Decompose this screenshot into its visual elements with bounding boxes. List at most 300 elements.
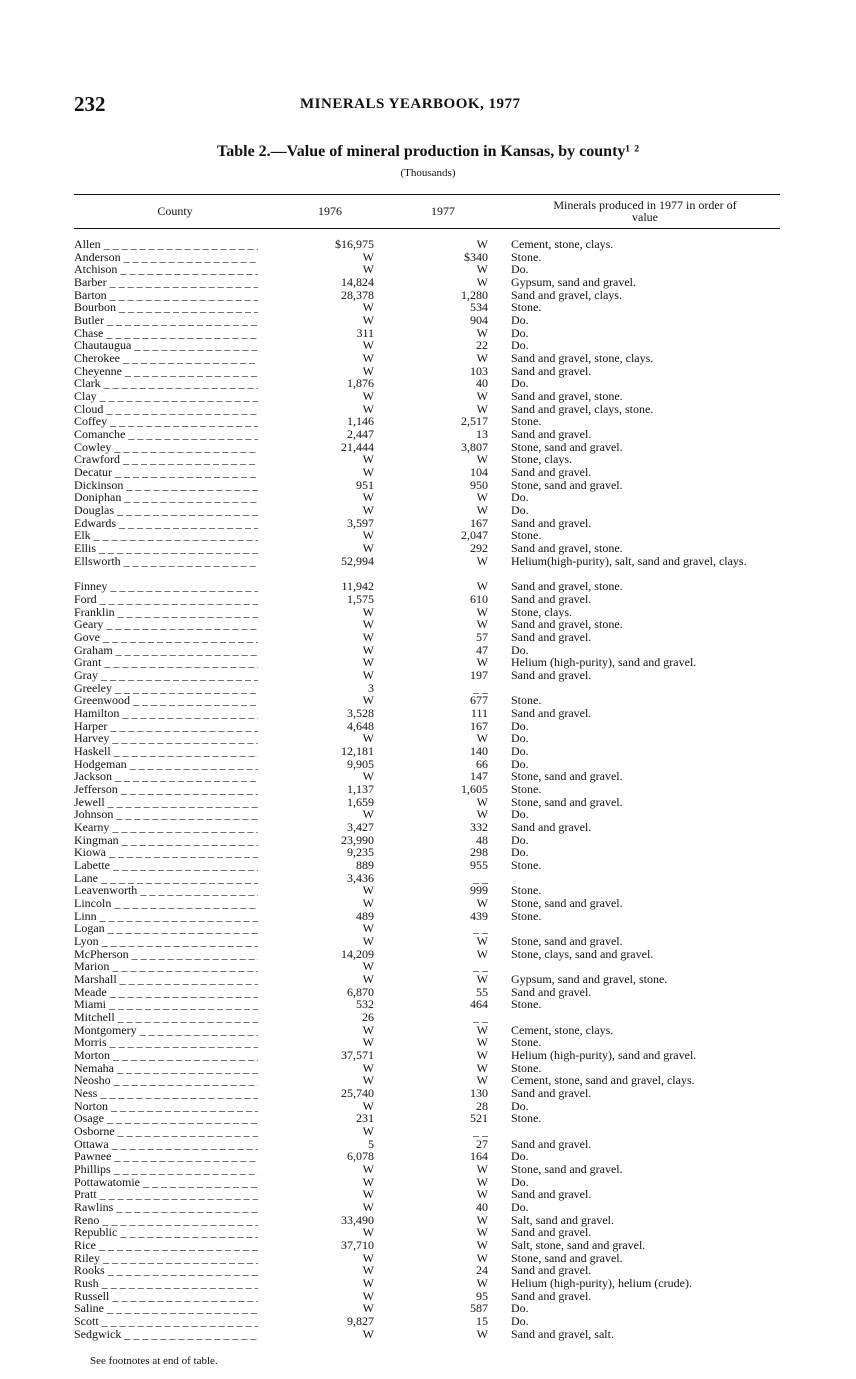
county-cell: Riley _ _ _ [74,1252,258,1265]
value-1977-cell: 111 [470,705,488,720]
value-1977-cell: 167 [470,718,488,733]
table-row [74,1100,794,1113]
value-1977-cell: W [476,452,488,467]
value-1977-cell: 677 [470,693,488,708]
county-cell: Nemaha _ _ _ [74,1062,258,1075]
value-1977-cell: 2,047 [461,528,488,543]
table-row [74,466,794,479]
value-1977-cell: 2,517 [461,414,488,429]
value-1977-cell: 950 [470,477,488,492]
value-1977-cell: W [476,351,488,366]
value-1976-cell: 9,235 [347,845,374,860]
table-row [74,935,794,948]
value-1976-cell: W [362,262,374,277]
table-row [74,263,794,276]
county-cell: Cheyenne _ _ _ [74,365,258,378]
county-cell: Barber _ _ _ [74,276,258,289]
value-1977-cell: 28 [476,1098,488,1113]
table-row [74,948,794,961]
minerals-cell: Do. [511,807,529,822]
value-1976-cell: W [362,1098,374,1113]
table-row [74,821,794,834]
county-cell: Cowley _ _ _ [74,441,258,454]
county-cell: Rawlins _ _ _ [74,1201,258,1214]
value-1977-cell: 1,280 [461,287,488,302]
value-1976-cell: 532 [356,997,374,1012]
minerals-cell: Do. [511,832,529,847]
table-row [74,1011,794,1024]
minerals-cell: Cement, stone, clays. [511,1022,614,1037]
value-1976-cell: 14,209 [341,946,374,961]
county-cell: Clark _ _ _ [74,377,258,390]
value-1976-cell: 1,876 [347,376,374,391]
value-1977-cell: W [476,237,488,251]
county-cell: Kingman _ _ _ [74,834,258,847]
table-row [74,1239,794,1252]
minerals-cell: Sand and gravel, stone. [511,579,623,594]
county-cell: Pawnee _ _ _ [74,1150,258,1163]
minerals-cell: Stone, sand and gravel. [511,439,623,454]
value-1977-cell: 40 [476,376,488,391]
value-1976-cell: W [362,1162,374,1177]
value-1976-cell: 889 [356,857,374,872]
value-1977-cell: 140 [470,743,488,758]
value-1977-cell: W [476,655,488,670]
county-cell: Atchison _ _ _ [74,263,258,276]
value-1976-cell: 3,427 [347,819,374,834]
value-1976-cell: W [362,642,374,657]
minerals-cell: Do. [511,731,529,746]
value-1977-cell: 439 [470,908,488,923]
county-cell: Coffey _ _ _ [74,415,258,428]
county-cell: Labette _ _ _ [74,859,258,872]
minerals-cell: Do. [511,845,529,860]
county-cell: Harper _ _ _ [74,720,258,733]
minerals-cell: Stone. [511,693,542,708]
table-row [74,314,794,327]
county-cell: Republic _ _ _ [74,1226,258,1239]
county-cell: Edwards _ _ _ [74,517,258,530]
minerals-cell: Sand and gravel, stone. [511,541,623,556]
table-row [74,1188,794,1201]
table-row [74,238,794,251]
table-row [74,1328,794,1341]
value-1976-cell: 14,824 [341,275,374,290]
table-row [74,897,794,910]
minerals-cell: Stone. [511,414,542,429]
table-row [74,872,794,885]
value-1977-cell: 130 [470,1086,488,1101]
minerals-cell: Stone, sand and gravel. [511,1162,623,1177]
county-cell: Anderson _ _ _ [74,251,258,264]
value-1976-cell: W [362,1035,374,1050]
county-cell: Finney _ _ _ [74,580,258,593]
minerals-cell: Stone, clays. [511,452,572,467]
value-1976-cell: W [362,363,374,378]
county-cell: Bourbon _ _ _ [74,301,258,314]
value-1976-cell: W [362,338,374,353]
county-cell: Neosho _ _ _ [74,1074,258,1087]
county-cell: Hodgeman _ _ _ [74,758,258,771]
county-cell: Comanche _ _ _ [74,428,258,441]
value-1976-cell: W [362,1187,374,1202]
county-cell: Harvey _ _ _ [74,732,258,745]
value-1977-cell: 164 [470,1149,488,1164]
table-row [74,770,794,783]
minerals-cell: Do. [511,756,529,771]
minerals-cell: Sand and gravel. [511,1225,592,1240]
table-row [74,428,794,441]
county-cell: Butler _ _ _ [74,314,258,327]
table-row [74,656,794,669]
value-1976-cell: W [362,604,374,619]
value-1977-cell: _ _ [473,1124,488,1139]
minerals-cell: Sand and gravel. [511,1187,592,1202]
value-1976-cell: W [362,933,374,948]
table-row [74,796,794,809]
value-1977-cell: W [476,490,488,505]
minerals-cell: Salt, sand and gravel. [511,1212,614,1227]
table-row [74,276,794,289]
table-row [74,479,794,492]
table-row [74,631,794,644]
table-row [74,1074,794,1087]
county-cell: McPherson _ _ _ [74,948,258,961]
value-1977-cell: 40 [476,1200,488,1215]
value-1976-cell: 3,528 [347,705,374,720]
table-body [74,238,794,1340]
minerals-cell: Helium (high-purity), sand and gravel. [511,1048,697,1063]
county-cell: Dickinson _ _ _ [74,479,258,492]
value-1976-cell: 6,870 [347,984,374,999]
value-1977-cell: 22 [476,338,488,353]
minerals-cell: Gypsum, sand and gravel. [511,275,636,290]
county-cell: Leavenworth _ _ _ [74,884,258,897]
minerals-cell: Sand and gravel. [511,1288,592,1303]
value-1976-cell: W [362,1250,374,1265]
value-1977-cell: 27 [476,1136,488,1151]
minerals-cell: Do. [511,338,529,353]
county-cell: Linn _ _ _ [74,910,258,923]
table-row [74,1214,794,1227]
value-1977-cell: 104 [470,465,488,480]
value-1977-cell: 3,807 [461,439,488,454]
value-1976-cell: 1,146 [347,414,374,429]
minerals-cell: Stone, sand and gravel. [511,1250,623,1265]
county-cell: Osage _ _ _ [74,1112,258,1125]
table-row [74,808,794,821]
table-row [74,859,794,872]
value-1976-cell: 9,905 [347,756,374,771]
value-1977-cell: 147 [470,769,488,784]
value-1976-cell: W [362,528,374,543]
value-1977-cell: 1,605 [461,781,488,796]
value-1977-cell: 610 [470,591,488,606]
minerals-cell: Do. [511,376,529,391]
table-row [74,491,794,504]
county-cell: Ellsworth _ _ _ [74,555,258,568]
value-1976-cell: W [362,971,374,986]
value-1976-cell: W [362,389,374,404]
minerals-cell: Stone. [511,857,542,872]
county-cell: Haskell _ _ _ [74,745,258,758]
table-row [74,1252,794,1265]
value-1977-cell: W [476,262,488,277]
table-row [74,1163,794,1176]
value-1976-cell: 311 [356,325,374,340]
value-1977-cell: $340 [464,249,488,264]
value-1976-cell: W [362,1124,374,1139]
county-cell: Logan _ _ _ [74,922,258,935]
value-1976-cell: 23,990 [341,832,374,847]
minerals-cell: Stone. [511,1035,542,1050]
county-cell: Phillips _ _ _ [74,1163,258,1176]
minerals-cell: Do. [511,503,529,518]
value-1976-cell: 26 [362,1010,374,1024]
value-1976-cell: 1,137 [347,781,374,796]
value-1977-cell: W [476,1162,488,1177]
minerals-cell: Sand and gravel. [511,705,592,720]
county-cell: Jefferson _ _ _ [74,783,258,796]
minerals-cell: Do. [511,325,529,340]
value-1977-cell: W [476,401,488,416]
table-subtitle: (Thousands) [400,167,456,179]
value-1976-cell: W [362,1263,374,1278]
value-1976-cell: 4,648 [347,718,374,733]
value-1976-cell: W [362,883,374,898]
minerals-cell: Sand and gravel. [511,819,592,834]
minerals-cell: Sand and gravel. [511,1263,592,1278]
minerals-cell: Do. [511,1200,529,1215]
county-cell: Elk _ _ _ [74,529,258,542]
value-1976-cell: 2,447 [347,427,374,442]
value-1976-cell: 12,181 [341,743,374,758]
value-1977-cell: W [476,1048,488,1063]
table-row [74,1290,794,1303]
value-1977-cell: 298 [470,845,488,860]
table-row [74,1277,794,1290]
county-cell: Lincoln _ _ _ [74,897,258,910]
value-1977-cell: W [476,389,488,404]
value-1977-cell: W [476,794,488,809]
table-row [74,289,794,302]
minerals-cell: Do. [511,262,529,277]
minerals-cell: Sand and gravel, clays. [511,287,622,302]
value-1976-cell: W [362,490,374,505]
value-1976-cell: 52,994 [341,553,374,568]
county-cell: Ottawa _ _ _ [74,1138,258,1151]
county-cell: Morris _ _ _ [74,1036,258,1049]
value-1976-cell: W [362,769,374,784]
value-1977-cell: W [476,604,488,619]
table-row [74,986,794,999]
value-1976-cell: 951 [356,477,374,492]
value-1977-cell: W [476,1187,488,1202]
value-1976-cell: 3,436 [347,870,374,885]
value-1976-cell: W [362,1200,374,1215]
county-cell: Greenwood _ _ _ [74,694,258,707]
table-row [74,529,794,542]
value-1976-cell: W [362,693,374,708]
county-cell: Gray _ _ _ [74,669,258,682]
value-1976-cell: W [362,731,374,746]
table-row [74,1201,794,1214]
county-cell: Pottawatomie _ _ _ [74,1176,258,1189]
value-1977-cell: _ _ [473,680,488,695]
county-cell: Gove _ _ _ [74,631,258,644]
county-cell: Cherokee _ _ _ [74,352,258,365]
value-1976-cell: W [362,629,374,644]
value-1977-cell: 292 [470,541,488,556]
table-row [74,453,794,466]
minerals-cell: Sand and gravel. [511,465,592,480]
minerals-cell: Sand and gravel. [511,1086,592,1101]
table-row [74,517,794,530]
value-1976-cell: 1,575 [347,591,374,606]
county-cell: Rooks _ _ _ [74,1264,258,1277]
value-1976-cell: 3,597 [347,515,374,530]
table-row [74,707,794,720]
minerals-cell: Cement, stone, clays. [511,237,614,251]
value-1977-cell: W [476,553,488,568]
table-row [74,339,794,352]
table-top-rule [74,194,780,195]
minerals-cell: Stone. [511,1111,542,1126]
table-row [74,1226,794,1239]
county-cell: Meade _ _ _ [74,986,258,999]
county-cell: Decatur _ _ _ [74,466,258,479]
value-1977-cell: 464 [470,997,488,1012]
value-1976-cell: W [362,1174,374,1189]
value-1976-cell: W [362,959,374,974]
minerals-cell: Salt, stone, sand and gravel. [511,1238,646,1253]
value-1976-cell: W [362,921,374,936]
minerals-cell: Stone. [511,1060,542,1075]
table-row [74,593,794,606]
value-1977-cell: W [476,325,488,340]
table-row [74,745,794,758]
table-row [74,580,794,593]
value-1976-cell: W [362,452,374,467]
value-1976-cell: W [362,503,374,518]
value-1977-cell: 103 [470,363,488,378]
table-row [74,922,794,935]
table-row [74,618,794,631]
value-1977-cell: _ _ [473,921,488,936]
minerals-cell: Do. [511,743,529,758]
minerals-cell: Do. [511,1098,529,1113]
value-1977-cell: W [476,946,488,961]
value-1977-cell: 999 [470,883,488,898]
county-cell: Crawford _ _ _ [74,453,258,466]
county-cell: Chase _ _ _ [74,327,258,340]
table-row [74,720,794,733]
value-1976-cell: W [362,655,374,670]
header-1976: 1976 [318,204,342,218]
value-1977-cell: W [476,503,488,518]
value-1977-cell: _ _ [473,1010,488,1024]
minerals-cell: Helium (high-purity), sand and gravel. [511,655,697,670]
county-cell: Geary _ _ _ [74,618,258,631]
table-row [74,732,794,745]
minerals-cell: Stone. [511,249,542,264]
minerals-cell: Stone, sand and gravel. [511,769,623,784]
table-row [74,1087,794,1100]
running-head: MINERALS YEARBOOK, 1977 [300,96,521,112]
table-row [74,669,794,682]
value-1976-cell: W [362,1288,374,1303]
county-cell: Douglas _ _ _ [74,504,258,517]
value-1977-cell: W [476,1022,488,1037]
county-cell: Barton _ _ _ [74,289,258,302]
table-row [74,365,794,378]
county-cell: Hamilton _ _ _ [74,707,258,720]
value-1977-cell: 66 [476,756,488,771]
value-1977-cell: 57 [476,629,488,644]
value-1976-cell: W [362,313,374,328]
value-1977-cell: W [476,1250,488,1265]
value-1977-cell: 587 [470,1301,488,1316]
table-row [74,1176,794,1189]
minerals-cell: Stone. [511,908,542,923]
minerals-cell: Sand and gravel. [511,363,592,378]
value-1976-cell: W [362,300,374,315]
value-1977-cell: W [476,1060,488,1075]
county-cell: Rush _ _ _ [74,1277,258,1290]
table-row [74,251,794,264]
table-row [74,1150,794,1163]
value-1976-cell: 489 [356,908,374,923]
value-1976-cell: 33,490 [341,1212,374,1227]
value-1977-cell: 904 [470,313,488,328]
table-row [74,377,794,390]
table-row [74,846,794,859]
value-1977-cell: 332 [470,819,488,834]
table-row [74,390,794,403]
value-1977-cell: W [476,807,488,822]
minerals-cell: Cement, stone, sand and gravel, clays. [511,1073,695,1088]
value-1976-cell: W [362,351,374,366]
table-row [74,352,794,365]
county-cell: Kearny _ _ _ [74,821,258,834]
minerals-cell: Do. [511,1149,529,1164]
minerals-cell: Helium(high-purity), salt, sand and gravel, clays. [511,553,747,568]
value-1976-cell: 231 [356,1111,374,1126]
footnote: See footnotes at end of table. [90,1355,218,1367]
value-1977-cell: W [476,1073,488,1088]
table-row [74,1024,794,1037]
county-cell: Montgomery _ _ _ [74,1024,258,1037]
table-row [74,301,794,314]
county-cell: Lyon _ _ _ [74,935,258,948]
table-row [74,960,794,973]
value-1976-cell: W [362,1225,374,1240]
minerals-cell: Stone. [511,300,542,315]
minerals-cell: Sand and gravel. [511,984,592,999]
county-cell: Franklin _ _ _ [74,606,258,619]
minerals-cell: Do. [511,313,529,328]
minerals-cell: Do. [511,1174,529,1189]
header-county: County [157,204,193,218]
table-row [74,910,794,923]
value-1977-cell: 24 [476,1263,488,1278]
minerals-cell: Sand and gravel, stone, clays. [511,351,654,366]
minerals-cell: Sand and gravel. [511,515,592,530]
value-1976-cell: W [362,617,374,632]
table-row [74,415,794,428]
value-1977-cell: W [476,971,488,986]
minerals-cell: Stone, sand and gravel. [511,895,623,910]
